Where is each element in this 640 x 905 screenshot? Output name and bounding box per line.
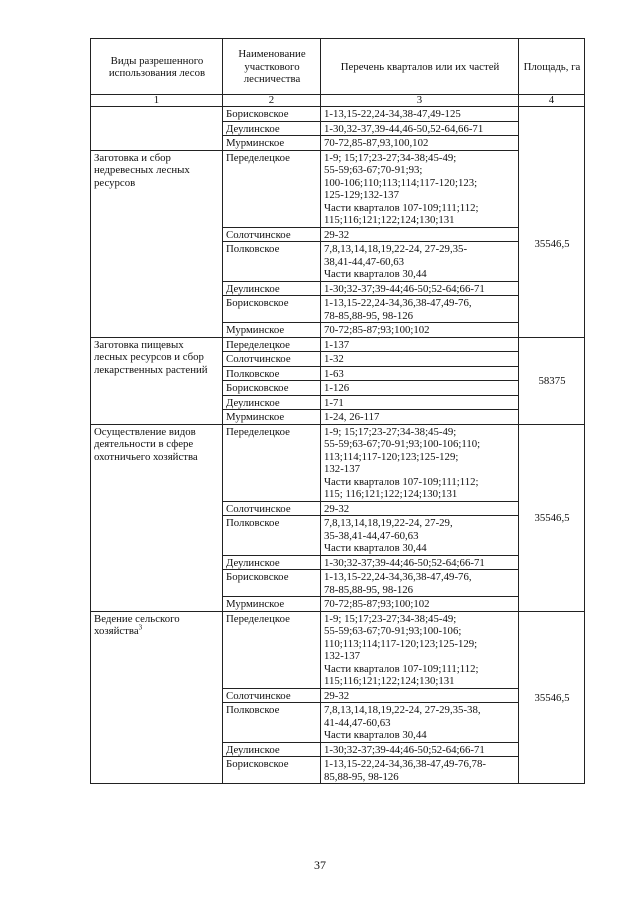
forestry-name: Солотчинское	[223, 227, 321, 242]
quarter-line: 1-126	[324, 382, 350, 394]
quarters-cell	[321, 227, 519, 242]
page-number: 37	[314, 858, 326, 872]
quarter-line: 1-30,32-37,39-44,46-50,52-64,66-71	[324, 122, 484, 135]
quarter-line: 38,41-44,47-60,63	[324, 255, 405, 268]
quarter-line: 78-85,88-95, 98-126	[324, 583, 414, 596]
quarter-line: Части кварталов 30,44	[324, 542, 427, 554]
quarter-line: 70-72;85-87;93;100;102	[324, 324, 430, 336]
quarter-line: 110;113;114;117-120;123;125-129;	[324, 637, 478, 650]
forestry-name: Полковское	[223, 703, 321, 743]
area-cell: 58375	[519, 337, 585, 424]
forestry-name: Деулинское	[223, 555, 321, 570]
column-number-row	[91, 95, 585, 107]
quarter-line: 29-32	[324, 228, 350, 241]
quarter-line: 1-13,15-22,24-34,36,38-47,49-76,	[324, 571, 472, 583]
quarter-line: Части кварталов 30,44	[324, 729, 427, 741]
table-header-row	[91, 39, 585, 95]
table-row	[91, 150, 585, 227]
forestry-name: Переделецкое	[223, 150, 321, 227]
quarters-cell	[321, 570, 519, 597]
quarter-line: 115;116;121;122;124;130;131	[324, 214, 455, 226]
forestry-name: Деулинское	[223, 121, 321, 136]
quarter-line: 7,8,13,14,18,19,22-24, 27-29,35-	[324, 243, 468, 255]
forestry-name: Переделецкое	[223, 424, 321, 501]
quarters-cell	[321, 611, 519, 688]
forestry-name: Полковское	[223, 516, 321, 556]
footnote-mark: 3	[138, 623, 143, 632]
quarter-line: 1-9; 15;17;23-27;34-38;45-49;	[324, 425, 457, 438]
table-row	[91, 424, 585, 501]
forestry-name: Солотчинское	[223, 501, 321, 516]
header-quarters-list: Перечень кварталов или их частей	[321, 39, 519, 95]
quarter-line: 132-137	[324, 650, 360, 662]
quarter-line: 1-9; 15;17;23-27;34-38;45-49;	[324, 612, 457, 625]
forestry-name: Переделецкое	[223, 611, 321, 688]
quarter-line: 1-30;32-37;39-44;46-50;52-64;66-71	[324, 556, 485, 569]
forestry-name: Мурминское	[223, 323, 321, 338]
use-type-cell	[91, 337, 223, 424]
use-type-text: Осуществление видов деятельности в сфере охотничьего хозяйства	[94, 425, 198, 463]
quarter-line: 7,8,13,14,18,19,22-24, 27-29,35-38,	[324, 704, 481, 716]
quarter-line: 1-13,15-22,24-34,36,38-47,49-76,	[324, 297, 472, 309]
table-row	[91, 107, 585, 122]
use-type-cell	[91, 150, 223, 337]
quarters-cell	[321, 381, 519, 396]
column-number: 4	[519, 95, 585, 107]
quarter-line: 1-137	[324, 338, 350, 351]
quarter-line: 70-72;85-87;93;100;102	[324, 598, 430, 610]
forestry-name: Переделецкое	[223, 337, 321, 352]
quarters-cell	[321, 424, 519, 501]
quarter-line: 113;114;117-120;123;125-129;	[324, 450, 459, 463]
quarters-cell	[321, 703, 519, 743]
quarter-line: 115; 116;121;122;124;130;131	[324, 488, 458, 500]
quarters-cell	[321, 688, 519, 703]
quarter-line: 29-32	[324, 502, 350, 515]
header-forestry-name: Наименование участкового лесничества	[223, 39, 321, 95]
quarter-line: Части кварталов 107-109;111;112;	[324, 475, 479, 488]
header-use-type: Виды разрешенного использования лесов	[91, 39, 223, 95]
quarter-line: 85,88-95, 98-126	[324, 770, 399, 783]
column-number: 1	[91, 95, 223, 107]
quarters-cell	[321, 121, 519, 136]
forestry-name: Деулинское	[223, 742, 321, 757]
use-type-cell	[91, 424, 223, 611]
forestry-name: Деулинское	[223, 281, 321, 296]
quarter-line: 1-30;32-37;39-44;46-50;52-64;66-71	[324, 282, 485, 295]
quarter-line: 1-63	[324, 367, 344, 380]
quarters-cell	[321, 352, 519, 367]
quarter-line: Части кварталов 107-109;111;112;	[324, 662, 479, 675]
quarters-cell	[321, 281, 519, 296]
quarters-cell	[321, 136, 519, 151]
area-cell: 35546,5	[519, 611, 585, 784]
quarter-line: Части кварталов 107-109;111;112;	[324, 201, 479, 214]
table-row	[91, 611, 585, 688]
quarter-line: 55-59;63-67;70-91;93;100-106;110;	[324, 438, 481, 450]
quarter-line: 1-24, 26-117	[324, 411, 380, 423]
forestry-name: Полковское	[223, 366, 321, 381]
header-area: Площадь, га	[519, 39, 585, 95]
column-number: 2	[223, 95, 321, 107]
quarters-cell	[321, 501, 519, 516]
quarters-cell	[321, 296, 519, 323]
quarter-line: 70-72,85-87,93,100,102	[324, 137, 429, 149]
quarters-cell	[321, 410, 519, 425]
forestry-name: Мурминское	[223, 410, 321, 425]
quarter-line: 55-59;63-67;70-91;93;	[324, 164, 423, 176]
quarter-line: 1-30;32-37;39-44;46-50;52-64;66-71	[324, 743, 485, 756]
area-cell: 35546,5	[519, 150, 585, 337]
quarter-line: 41-44,47-60,63	[324, 716, 391, 729]
quarter-line: 7,8,13,14,18,19,22-24, 27-29,	[324, 517, 453, 529]
area-cell	[519, 107, 585, 151]
quarter-line: 29-32	[324, 689, 350, 702]
quarter-line: Части кварталов 30,44	[324, 268, 427, 280]
quarters-cell	[321, 597, 519, 612]
quarter-line: 125-129;132-137	[324, 189, 399, 201]
forestry-name: Борисковское	[223, 570, 321, 597]
quarters-cell	[321, 757, 519, 784]
quarters-cell	[321, 395, 519, 410]
quarter-line: 55-59;63-67;70-91;93;100-106;	[324, 625, 462, 637]
quarters-cell	[321, 242, 519, 282]
use-type-cell	[91, 107, 223, 151]
quarter-line: 1-13,15-22,24-34,36,38-47,49-76,78-	[324, 758, 486, 770]
quarters-cell	[321, 323, 519, 338]
use-type-text: Ведение сельского хозяйства	[94, 612, 180, 637]
use-type-text: Заготовка пищевых лесных ресурсов и сбор лекарственных растений	[94, 338, 208, 376]
forestry-name: Полковское	[223, 242, 321, 282]
quarters-cell	[321, 337, 519, 352]
quarter-line: 100-106;110;113;114;117-120;123;	[324, 176, 478, 189]
quarter-line: 132-137	[324, 463, 360, 475]
forestry-name: Борисковское	[223, 381, 321, 396]
quarters-cell	[321, 555, 519, 570]
table-row	[91, 337, 585, 352]
forestry-name: Деулинское	[223, 395, 321, 410]
quarter-line: 35-38,41-44,47-60,63	[324, 529, 419, 542]
quarter-line: 78-85,88-95, 98-126	[324, 309, 414, 322]
quarters-cell	[321, 366, 519, 381]
quarters-cell	[321, 516, 519, 556]
use-type-text: Заготовка и сбор недревесных лесных ресурсов	[94, 151, 190, 189]
quarters-cell	[321, 107, 519, 122]
quarters-cell	[321, 150, 519, 227]
forestry-name: Мурминское	[223, 597, 321, 612]
quarter-line: 1-32	[324, 353, 344, 365]
column-number: 3	[321, 95, 519, 107]
quarter-line: 1-13,15-22,24-34,38-47,49-125	[324, 108, 461, 120]
quarter-line: 1-71	[324, 396, 344, 409]
use-type-cell	[91, 611, 223, 784]
forest-use-table	[90, 38, 585, 784]
area-cell: 35546,5	[519, 424, 585, 611]
forestry-name: Борисковское	[223, 296, 321, 323]
quarter-line: 1-9; 15;17;23-27;34-38;45-49;	[324, 151, 457, 164]
forestry-name: Мурминское	[223, 136, 321, 151]
forestry-name: Борисковское	[223, 107, 321, 122]
forestry-name: Борисковское	[223, 757, 321, 784]
table-body	[91, 107, 585, 784]
quarters-cell	[321, 742, 519, 757]
forestry-name: Солотчинское	[223, 688, 321, 703]
forestry-name: Солотчинское	[223, 352, 321, 367]
quarter-line: 115;116;121;122;124;130;131	[324, 675, 455, 687]
